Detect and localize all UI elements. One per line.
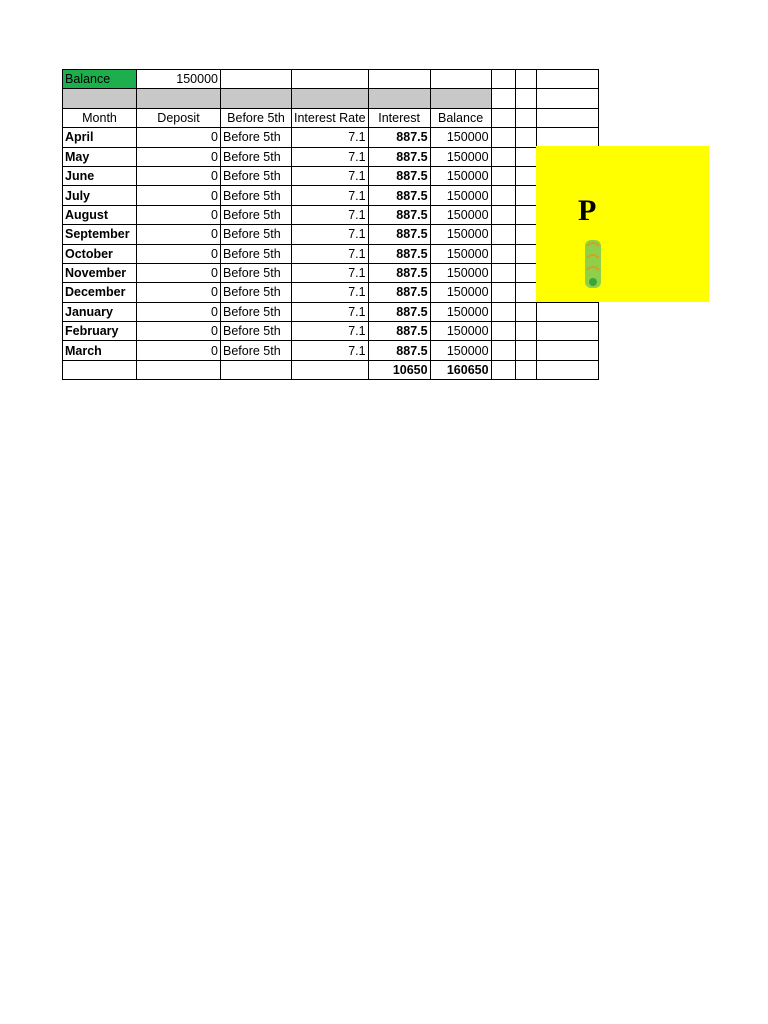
empty-cell[interactable] [515, 322, 536, 341]
balance-cell[interactable]: 150000 [430, 244, 491, 263]
table-row [63, 322, 599, 341]
empty-cell[interactable] [536, 322, 598, 341]
empty-cell[interactable] [491, 341, 515, 360]
empty-cell[interactable] [515, 244, 536, 263]
header-deposit[interactable]: Deposit [137, 108, 221, 127]
month-cell[interactable]: February [63, 322, 137, 341]
empty-cell[interactable] [491, 186, 515, 205]
month-cell[interactable]: March [63, 341, 137, 360]
empty-cell[interactable] [515, 89, 536, 108]
total-balance-cell[interactable]: 160650 [430, 360, 491, 379]
empty-cell[interactable] [430, 70, 491, 89]
empty-cell[interactable] [491, 283, 515, 302]
empty-cell[interactable] [515, 108, 536, 127]
empty-cell[interactable] [491, 244, 515, 263]
header-month[interactable]: Month [63, 108, 137, 127]
empty-cell[interactable] [536, 302, 598, 321]
balance-row [63, 70, 599, 89]
table-row [63, 147, 599, 166]
empty-cell[interactable] [221, 70, 292, 89]
interest-rate-cell[interactable]: 7.1 [292, 283, 369, 302]
month-cell[interactable]: October [63, 244, 137, 263]
spacer-cell[interactable] [368, 89, 430, 108]
month-cell[interactable]: August [63, 205, 137, 224]
header-before-5th[interactable]: Before 5th [221, 108, 292, 127]
balance-cell[interactable]: 150000 [430, 166, 491, 185]
interest-cell[interactable]: 887.5 [368, 166, 430, 185]
month-cell[interactable]: July [63, 186, 137, 205]
balance-cell[interactable]: 150000 [430, 205, 491, 224]
month-cell[interactable]: December [63, 283, 137, 302]
interest-rate-cell[interactable]: 7.1 [292, 205, 369, 224]
balance-cell[interactable]: 150000 [430, 263, 491, 282]
before-5th-cell[interactable]: Before 5th [221, 147, 292, 166]
balance-cell[interactable]: 150000 [430, 302, 491, 321]
before-5th-cell[interactable]: Before 5th [221, 283, 292, 302]
interest-cell[interactable]: 887.5 [368, 128, 430, 147]
spacer-cell[interactable] [292, 89, 369, 108]
empty-cell[interactable] [491, 166, 515, 185]
interest-rate-cell[interactable]: 7.1 [292, 322, 369, 341]
balance-cell[interactable]: 150000 [430, 128, 491, 147]
header-balance[interactable]: Balance [430, 108, 491, 127]
deposit-cell[interactable]: 0 [137, 186, 221, 205]
interest-cell[interactable]: 887.5 [368, 322, 430, 341]
deposit-cell[interactable]: 0 [137, 205, 221, 224]
spacer-cell[interactable] [221, 89, 292, 108]
interest-cell[interactable]: 887.5 [368, 186, 430, 205]
before-5th-cell[interactable]: Before 5th [221, 128, 292, 147]
empty-cell[interactable] [491, 322, 515, 341]
total-interest-cell[interactable]: 10650 [368, 360, 430, 379]
empty-cell[interactable] [137, 360, 221, 379]
header-interest-rate[interactable]: Interest Rate [292, 108, 369, 127]
month-cell[interactable]: June [63, 166, 137, 185]
month-cell[interactable]: November [63, 263, 137, 282]
before-5th-cell[interactable]: Before 5th [221, 302, 292, 321]
empty-cell[interactable] [536, 128, 598, 147]
table-row [63, 341, 599, 360]
empty-cell[interactable] [491, 108, 515, 127]
empty-cell[interactable] [515, 360, 536, 379]
header-interest[interactable]: Interest [368, 108, 430, 127]
interest-rate-cell[interactable]: 7.1 [292, 128, 369, 147]
yellow-callout-box [536, 146, 709, 302]
empty-cell[interactable] [491, 128, 515, 147]
empty-cell[interactable] [515, 147, 536, 166]
interest-cell[interactable]: 887.5 [368, 244, 430, 263]
before-5th-cell[interactable]: Before 5th [221, 341, 292, 360]
table-row [63, 244, 599, 263]
interest-cell[interactable]: 887.5 [368, 263, 430, 282]
interest-rate-cell[interactable]: 7.1 [292, 225, 369, 244]
empty-cell[interactable] [536, 70, 598, 89]
interest-cell[interactable]: 887.5 [368, 283, 430, 302]
empty-cell[interactable] [63, 360, 137, 379]
empty-cell[interactable] [368, 70, 430, 89]
balance-cell[interactable]: 150000 [430, 147, 491, 166]
balance-cell[interactable]: 150000 [430, 225, 491, 244]
callout-letter: P [578, 194, 597, 227]
empty-cell[interactable] [515, 341, 536, 360]
interest-rate-cell[interactable]: 7.1 [292, 147, 369, 166]
empty-cell[interactable] [292, 360, 369, 379]
balance-cell[interactable]: 150000 [430, 283, 491, 302]
totals-row [63, 360, 599, 379]
empty-cell[interactable] [515, 225, 536, 244]
deposit-cell[interactable]: 0 [137, 302, 221, 321]
interest-table [62, 69, 599, 380]
empty-cell[interactable] [515, 205, 536, 224]
table-row [63, 302, 599, 321]
before-5th-cell[interactable]: Before 5th [221, 225, 292, 244]
empty-cell[interactable] [292, 70, 369, 89]
before-5th-cell[interactable]: Before 5th [221, 205, 292, 224]
deposit-cell[interactable]: 0 [137, 244, 221, 263]
table-row [63, 263, 599, 282]
empty-cell[interactable] [491, 89, 515, 108]
empty-cell[interactable] [536, 360, 598, 379]
empty-cell[interactable] [491, 147, 515, 166]
empty-cell[interactable] [515, 166, 536, 185]
interest-rate-cell[interactable]: 7.1 [292, 341, 369, 360]
month-cell[interactable]: September [63, 225, 137, 244]
empty-cell[interactable] [515, 302, 536, 321]
interest-cell[interactable]: 887.5 [368, 205, 430, 224]
deposit-cell[interactable]: 0 [137, 128, 221, 147]
spacer-cell[interactable] [430, 89, 491, 108]
deposit-cell[interactable]: 0 [137, 263, 221, 282]
header-row [63, 108, 599, 127]
empty-cell[interactable] [221, 360, 292, 379]
balance-label[interactable]: Balance [63, 70, 137, 89]
interest-rate-cell[interactable]: 7.1 [292, 186, 369, 205]
empty-cell[interactable] [515, 186, 536, 205]
empty-cell[interactable] [491, 302, 515, 321]
empty-cell[interactable] [491, 205, 515, 224]
deposit-cell[interactable]: 0 [137, 147, 221, 166]
empty-cell[interactable] [515, 70, 536, 89]
spacer-cell[interactable] [137, 89, 221, 108]
spacer-cell[interactable] [63, 89, 137, 108]
empty-cell[interactable] [515, 128, 536, 147]
interest-rate-cell[interactable]: 7.1 [292, 166, 369, 185]
table-row [63, 128, 599, 147]
interest-rate-cell[interactable]: 7.1 [292, 244, 369, 263]
deposit-cell[interactable]: 0 [137, 225, 221, 244]
empty-cell[interactable] [536, 108, 598, 127]
before-5th-cell[interactable]: Before 5th [221, 244, 292, 263]
deposit-cell[interactable]: 0 [137, 341, 221, 360]
interest-rate-cell[interactable]: 7.1 [292, 302, 369, 321]
empty-cell[interactable] [536, 341, 598, 360]
deposit-cell[interactable]: 0 [137, 166, 221, 185]
interest-cell[interactable]: 887.5 [368, 147, 430, 166]
interest-rate-cell[interactable]: 7.1 [292, 263, 369, 282]
empty-cell[interactable] [491, 360, 515, 379]
deposit-cell[interactable]: 0 [137, 283, 221, 302]
month-cell[interactable]: May [63, 147, 137, 166]
empty-cell[interactable] [515, 263, 536, 282]
decorative-clipart-icon [582, 236, 604, 292]
balance-value[interactable]: 150000 [137, 70, 221, 89]
empty-cell[interactable] [491, 225, 515, 244]
before-5th-cell[interactable]: Before 5th [221, 166, 292, 185]
table-row [63, 205, 599, 224]
empty-cell[interactable] [515, 283, 536, 302]
table-row [63, 225, 599, 244]
balance-cell[interactable]: 150000 [430, 341, 491, 360]
interest-cell[interactable]: 887.5 [368, 302, 430, 321]
balance-cell[interactable]: 150000 [430, 186, 491, 205]
spacer-row [63, 89, 599, 108]
before-5th-cell[interactable]: Before 5th [221, 322, 292, 341]
table-row [63, 166, 599, 185]
interest-cell[interactable]: 887.5 [368, 341, 430, 360]
table-row [63, 186, 599, 205]
deposit-cell[interactable]: 0 [137, 322, 221, 341]
balance-cell[interactable]: 150000 [430, 322, 491, 341]
empty-cell[interactable] [491, 70, 515, 89]
before-5th-cell[interactable]: Before 5th [221, 263, 292, 282]
month-cell[interactable]: April [63, 128, 137, 147]
empty-cell[interactable] [491, 263, 515, 282]
interest-cell[interactable]: 887.5 [368, 225, 430, 244]
month-cell[interactable]: January [63, 302, 137, 321]
empty-cell[interactable] [536, 89, 598, 108]
table-row [63, 283, 599, 302]
before-5th-cell[interactable]: Before 5th [221, 186, 292, 205]
